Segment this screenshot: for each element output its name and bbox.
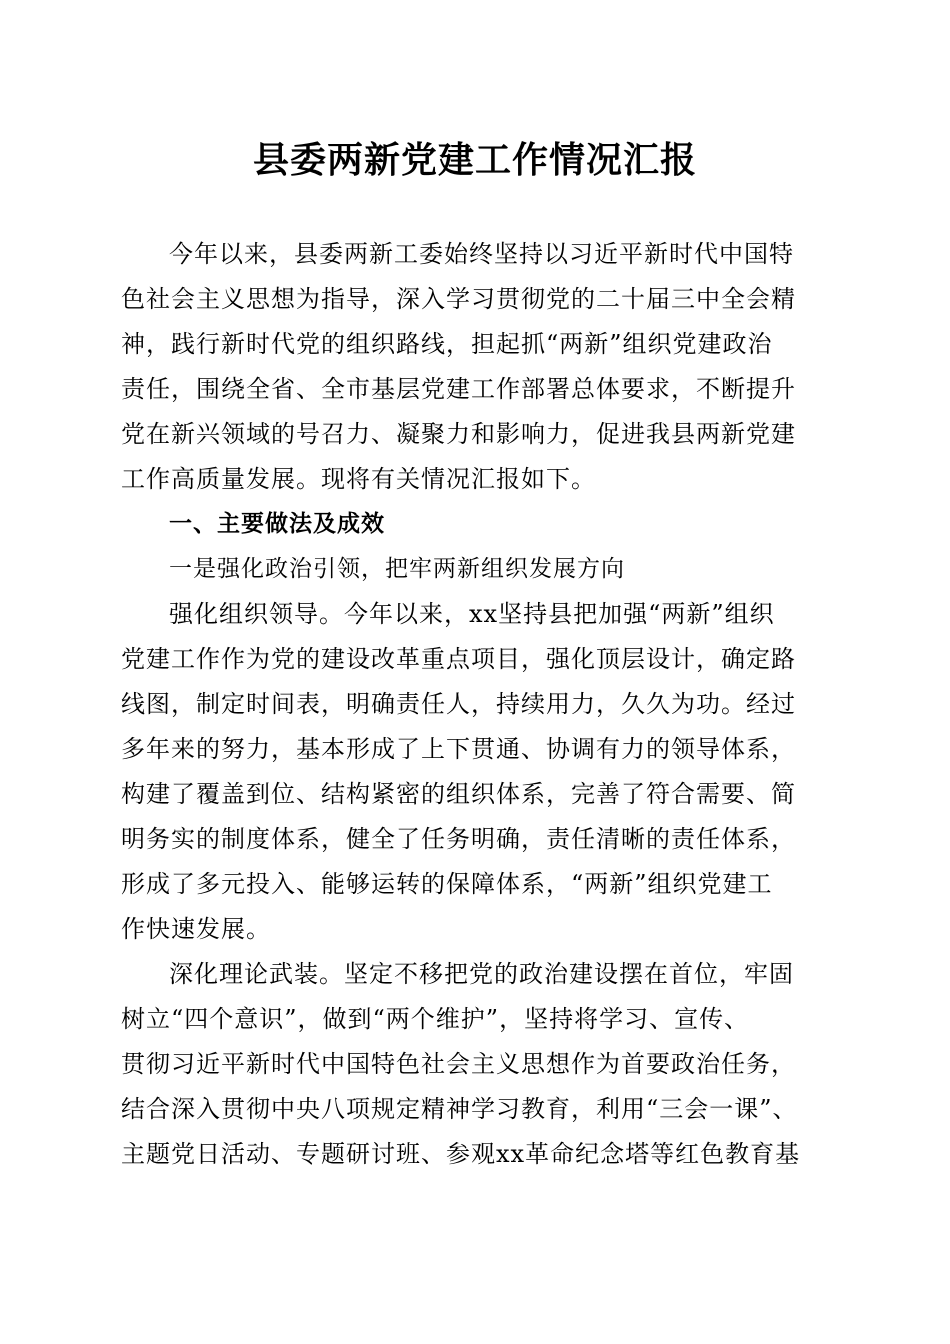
paragraph-line: 形成了多元投入、能够运转的保障体系，“两新”组织党建工: [121, 870, 773, 898]
paragraph-line: 色社会主义思想为指导，深入学习贯彻党的二十届三中全会精: [121, 285, 796, 313]
paragraph-line: 工作高质量发展。现将有关情况汇报如下。: [121, 465, 596, 493]
paragraph-line: 树立“四个意识”，做到“两个维护”，坚持将学习、宣传、: [121, 1005, 750, 1033]
subsection-heading: 一是强化政治引领，把牢两新组织发展方向: [169, 556, 625, 582]
paragraph-line: 线图，制定时间表，明确责任人，持续用力，久久为功。经过: [121, 690, 796, 718]
document-title: 县委两新党建工作情况汇报: [252, 139, 697, 181]
paragraph-line: 多年来的努力，基本形成了上下贯通、协调有力的领导体系，: [121, 735, 796, 763]
paragraph-line: 神，践行新时代党的组织路线，担起抓“两新”组织党建政治: [121, 330, 773, 358]
paragraph-line: 强化组织领导。今年以来，xx坚持县把加强“两新”组织: [169, 600, 775, 628]
paragraph-line: 明务实的制度体系，健全了任务明确，责任清晰的责任体系，: [121, 825, 796, 853]
paragraph-line: 构建了覆盖到位、结构紧密的组织体系，完善了符合需要、简: [121, 780, 796, 808]
paragraph-line: 党建工作作为党的建设改革重点项目，强化顶层设计，确定路: [121, 645, 796, 673]
paragraph-line: 作快速发展。: [121, 915, 271, 943]
paragraph-line: 今年以来，县委两新工委始终坚持以习近平新时代中国特: [169, 240, 794, 268]
paragraph-line: 责任，围绕全省、全市基层党建工作部署总体要求，不断提升: [121, 375, 796, 403]
paragraph-line: 党在新兴领域的号召力、凝聚力和影响力，促进我县两新党建: [121, 420, 796, 448]
paragraph-line: 结合深入贯彻中央八项规定精神学习教育，利用“三会一课”、: [121, 1095, 798, 1123]
section-heading: 一、主要做法及成效: [169, 511, 385, 537]
paragraph-line: 深化理论武装。坚定不移把党的政治建设摆在首位，牢固: [169, 960, 794, 988]
document-body: [121, 232, 841, 1177]
paragraph-line: 主题党日活动、专题研讨班、参观xx革命纪念塔等红色教育基: [121, 1140, 801, 1168]
paragraph-line: 贯彻习近平新时代中国特色社会主义思想作为首要政治任务，: [121, 1050, 796, 1078]
